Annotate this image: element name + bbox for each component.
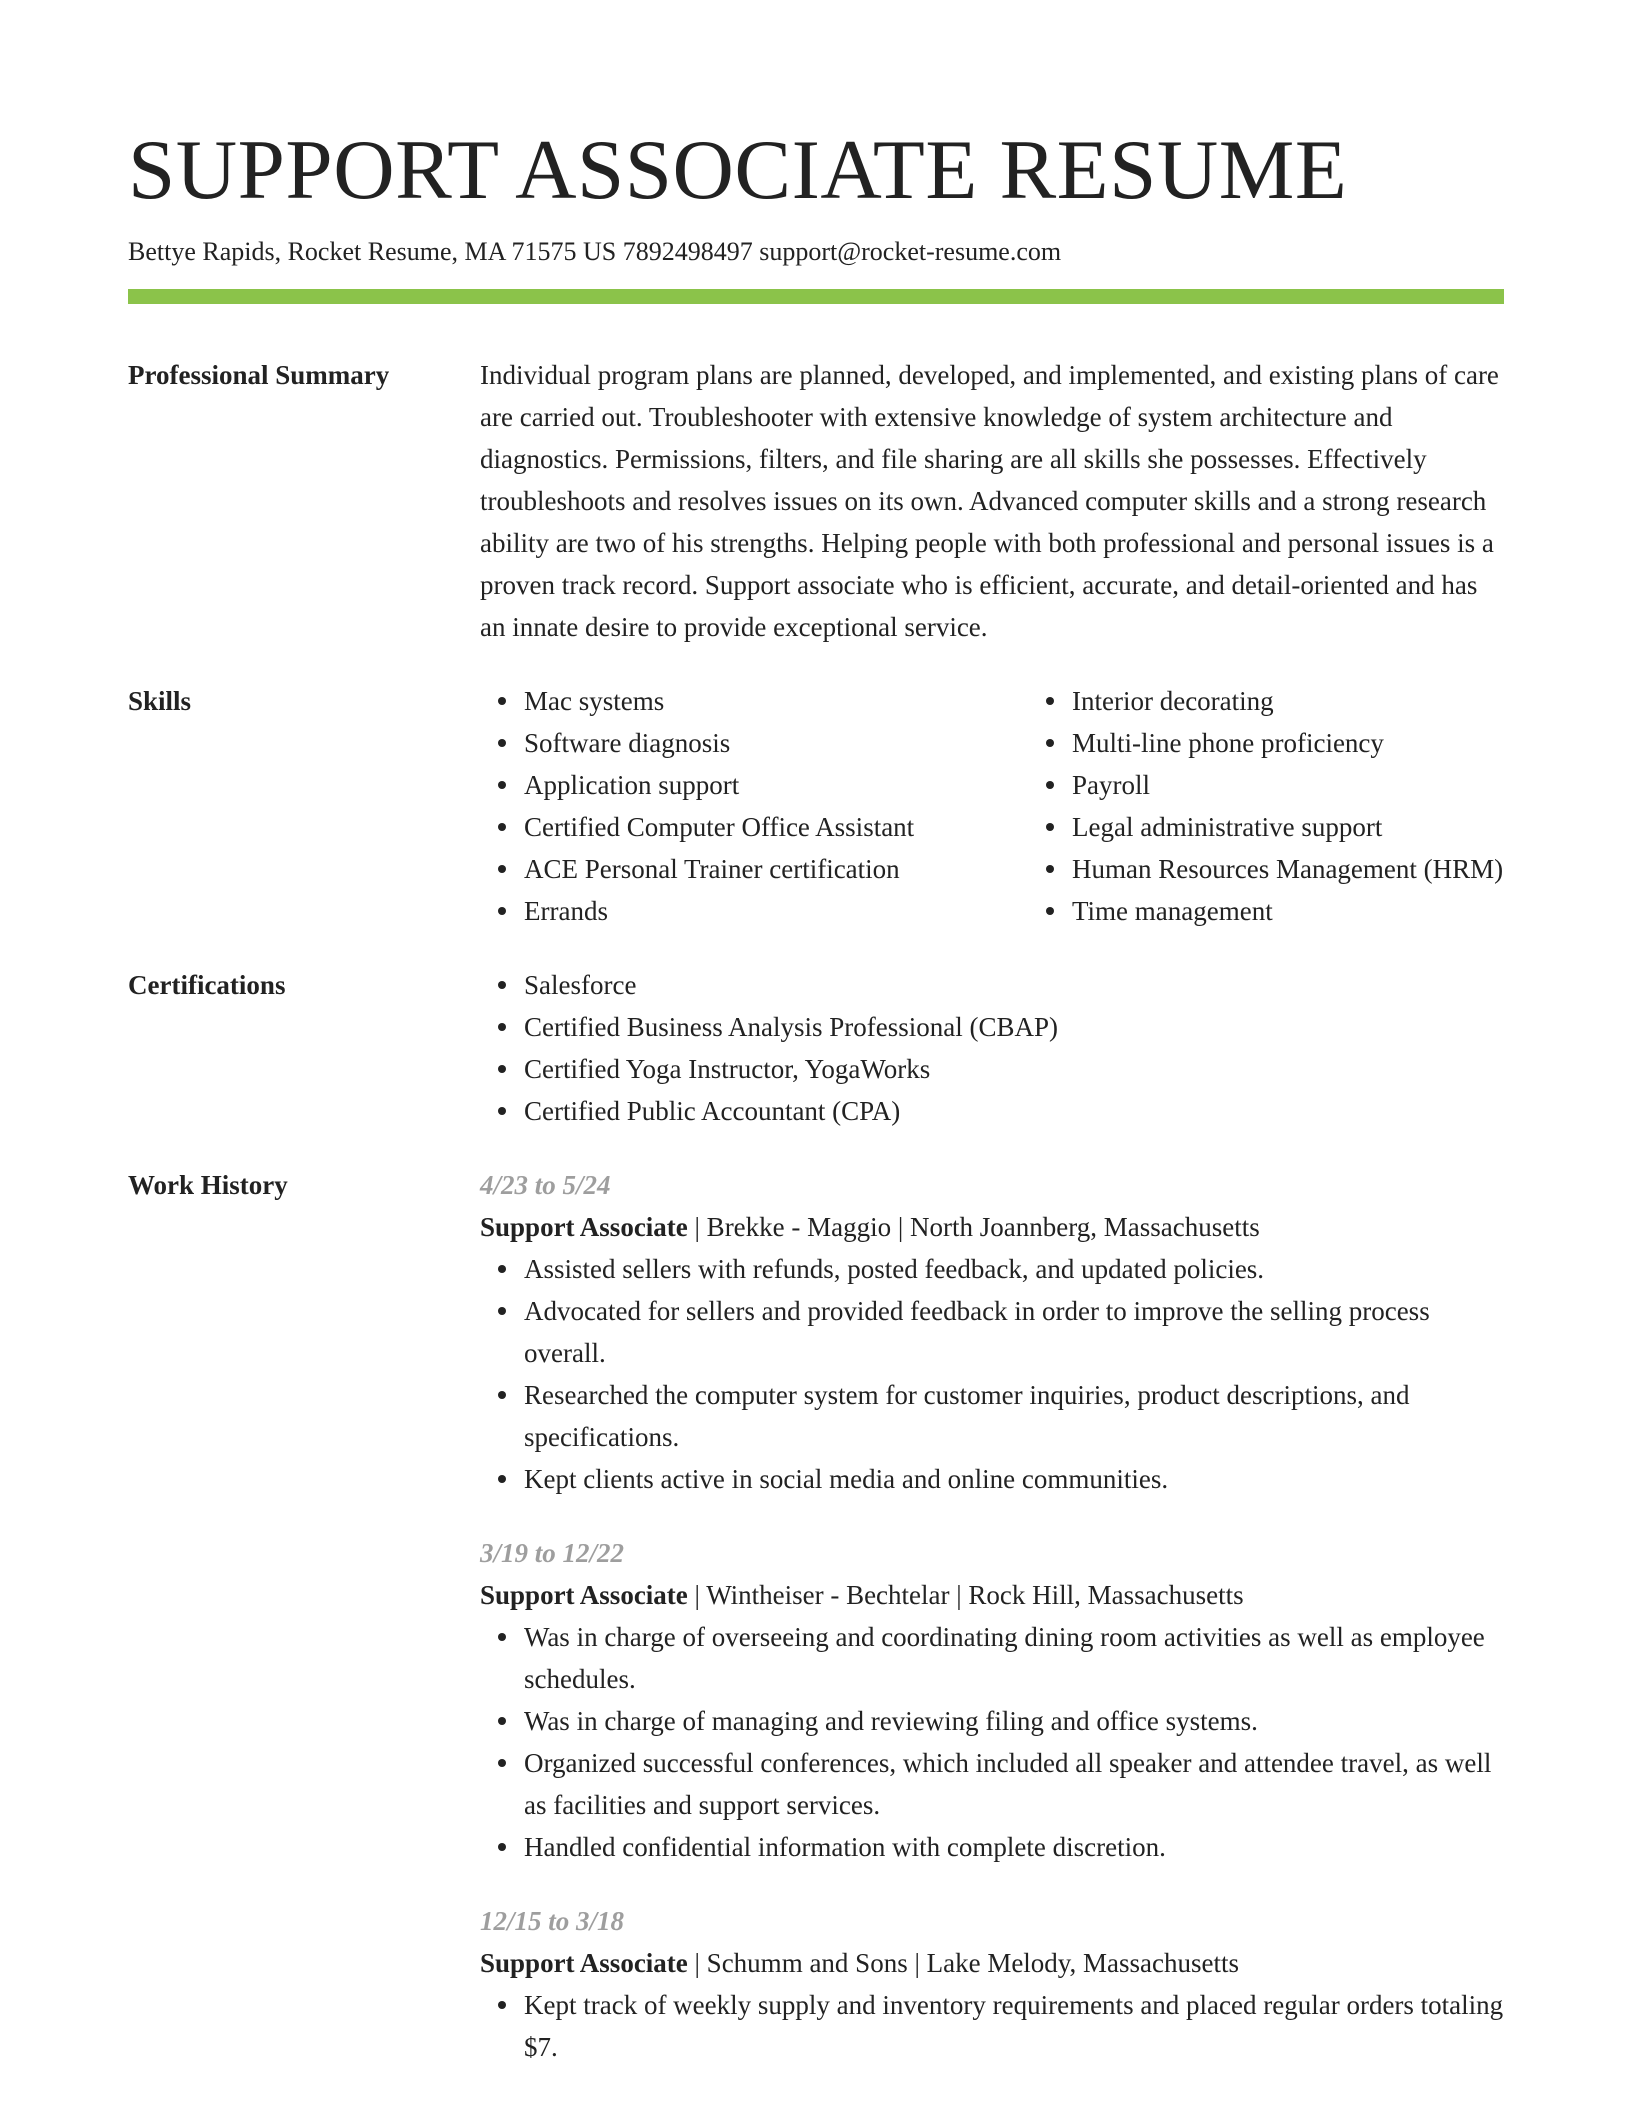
list-item: Errands	[524, 890, 1028, 932]
job-dates: 12/15 to 3/18	[480, 1905, 625, 1936]
section-label-skills: Skills	[128, 685, 192, 716]
accent-divider	[128, 289, 1504, 304]
job-bullets	[480, 1248, 1504, 1500]
certifications-body	[480, 964, 1504, 1132]
list-item: Assisted sellers with refunds, posted feedback, and updated policies.	[524, 1248, 1504, 1290]
list-item: Software diagnosis	[524, 722, 1028, 764]
job-dates: 4/23 to 5/24	[480, 1169, 611, 1200]
job-title-line	[480, 1206, 1504, 1248]
job-entry	[480, 1532, 1504, 1868]
list-item: Application support	[524, 764, 1028, 806]
section-label-certifications: Certifications	[128, 969, 286, 1000]
list-item: Payroll	[1072, 764, 1504, 806]
list-item: Mac systems	[524, 680, 1028, 722]
job-title-line	[480, 1942, 1504, 1984]
skills-list-left	[480, 680, 1028, 932]
list-item: Human Resources Management (HRM)	[1072, 848, 1504, 890]
summary-text: Individual program plans are planned, developed, and implemented, and existing plans of care are carried out. Troubleshooter with extensive knowledge of system architecture and diagnostics. Permissions, filters, and file sharing are all skills she possesses. Effectively troubleshoots and resolves issues on its own. Advanced computer skills and a strong research ability are two of his strengths. Helping people with both professional and personal issues is a proven track record. Support associate who is efficient, accurate, and detail-oriented and has an innate desire to provide exceptional service.	[480, 359, 1499, 642]
skills-list-right	[1028, 680, 1504, 932]
skills-columns	[480, 680, 1504, 932]
contact-line: Bettye Rapids, Rocket Resume, MA 71575 US 7892498497 support@rocket-resume.com	[128, 237, 1062, 266]
list-item: Interior decorating	[1072, 680, 1504, 722]
list-item: Certified Business Analysis Professional (CBAP)	[524, 1006, 1504, 1048]
page-title: SUPPORT ASSOCIATE RESUME	[128, 123, 1348, 217]
job-details: | Wintheiser - Bechtelar | Rock Hill, Massachusetts	[687, 1579, 1244, 1610]
list-item: Kept clients active in social media and online communities.	[524, 1458, 1504, 1500]
list-item: Handled confidential information with complete discretion.	[524, 1826, 1504, 1868]
list-item: Legal administrative support	[1072, 806, 1504, 848]
job-bullets	[480, 1984, 1504, 2068]
list-item: Salesforce	[524, 964, 1504, 1006]
job-details: | Schumm and Sons | Lake Melody, Massachusetts	[687, 1947, 1240, 1978]
list-item: Multi-line phone proficiency	[1072, 722, 1504, 764]
list-item: Was in charge of managing and reviewing filing and office systems.	[524, 1700, 1504, 1742]
list-item: Organized successful conferences, which included all speaker and attendee travel, as well as facilities and support services.	[524, 1742, 1504, 1826]
work-history-body	[480, 1164, 1504, 2100]
list-item: Certified Computer Office Assistant	[524, 806, 1028, 848]
job-entry	[480, 1900, 1504, 2068]
certifications-list	[480, 964, 1504, 1132]
job-role: Support Associate	[480, 1211, 688, 1242]
list-item: Time management	[1072, 890, 1504, 932]
work-history-section	[128, 1164, 1504, 2100]
list-item: Researched the computer system for customer inquiries, product descriptions, and specifications.	[524, 1374, 1504, 1458]
list-item: Certified Yoga Instructor, YogaWorks	[524, 1048, 1504, 1090]
section-label-professional-summary: Professional Summary	[128, 359, 390, 390]
job-bullets	[480, 1616, 1504, 1868]
list-item: Was in charge of overseeing and coordinating dining room activities as well as employee schedules.	[524, 1616, 1504, 1700]
list-item: Advocated for sellers and provided feedback in order to improve the selling process overall.	[524, 1290, 1504, 1374]
list-item: Kept track of weekly supply and inventory requirements and placed regular orders totaling $7.	[524, 1984, 1504, 2068]
job-title-line	[480, 1574, 1504, 1616]
job-details: | Brekke - Maggio | North Joannberg, Massachusetts	[687, 1211, 1260, 1242]
job-dates: 3/19 to 12/22	[480, 1537, 625, 1568]
professional-summary-section	[128, 354, 1504, 648]
job-role: Support Associate	[480, 1579, 688, 1610]
section-label-work-history: Work History	[128, 1169, 288, 1200]
list-item: ACE Personal Trainer certification	[524, 848, 1028, 890]
list-item: Certified Public Accountant (CPA)	[524, 1090, 1504, 1132]
certifications-section	[128, 964, 1504, 1132]
skills-section	[128, 680, 1504, 932]
job-role: Support Associate	[480, 1947, 688, 1978]
job-entry	[480, 1164, 1504, 1500]
